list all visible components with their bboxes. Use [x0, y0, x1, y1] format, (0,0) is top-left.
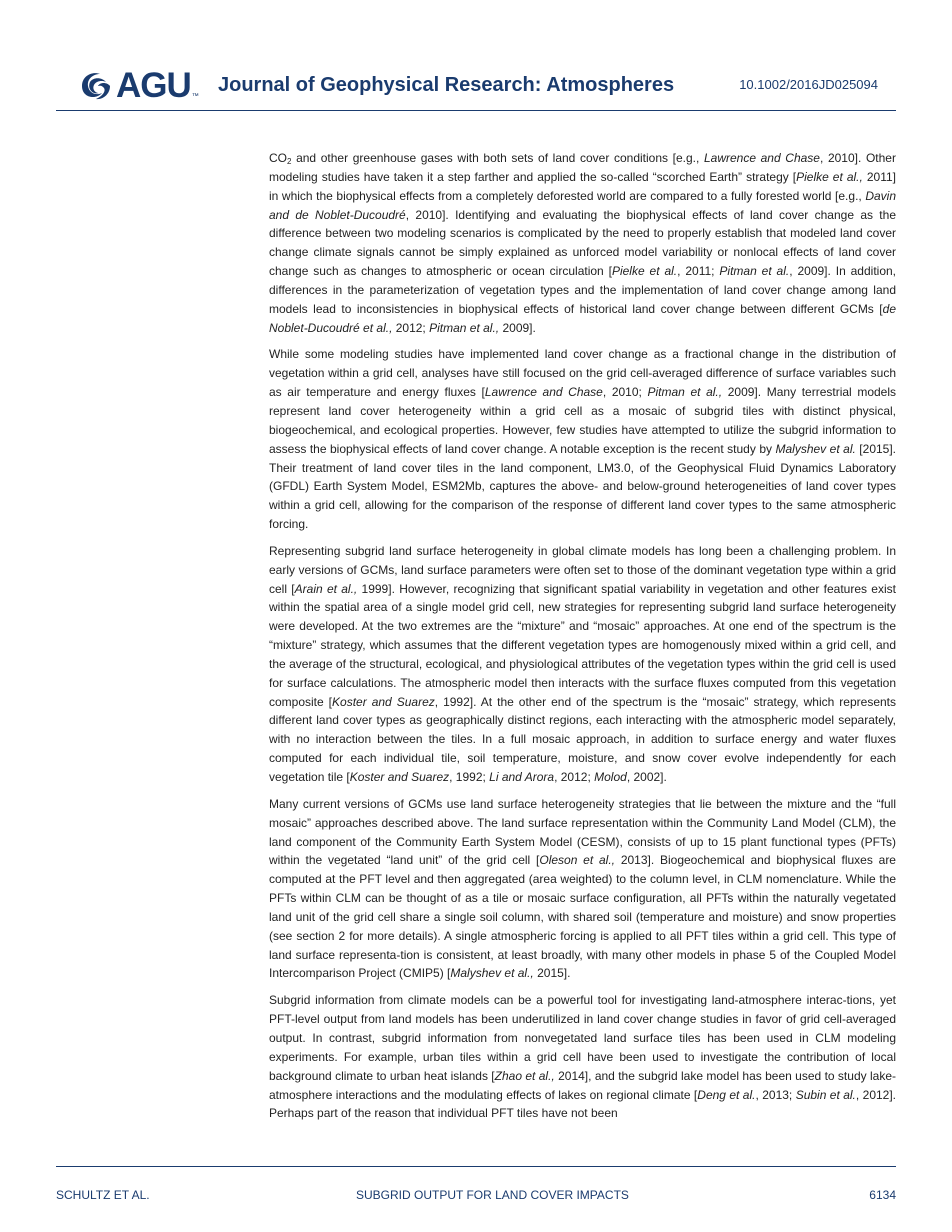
text-run: , 2010]. Other modeling studies have taken it a step farther and applied the so-called “scorched Earth” strategy [	[269, 151, 896, 184]
citation-author: Davin and de Noblet-Ducoudré	[269, 188, 896, 222]
text-run: , 2013;	[755, 1087, 796, 1102]
article-doi: 10.1002/2016JD025094	[739, 77, 878, 92]
citation-author: Li and Arora	[489, 770, 555, 784]
citation-author: Oleson et al.,	[539, 853, 616, 868]
citation-author: Koster and Suarez	[332, 694, 435, 709]
citation-author: Lawrence and Chase	[703, 151, 820, 165]
text-run: , 2011;	[677, 264, 720, 279]
text-run: 2014], and the subgrid lake model has been used to study lake-atmosphere interactions and the modulating effects of lakes on regional climate [	[269, 1068, 896, 1102]
citation-author: Arain et al.,	[294, 581, 358, 596]
text-run: 2011] in which the biophysical effects from a completely deforested world are compared to a fully forested world [e.g.,	[269, 169, 896, 203]
page-number: 6134	[869, 1188, 896, 1202]
article-body	[269, 149, 896, 1131]
subscript: 2	[287, 157, 292, 166]
text-run: 2009]. Many terrestrial models represent land cover heterogeneity within a grid cell as a mosaic of subgrid tiles with distinct physical, biogeochemical, and ecological properties. However, few studies have attempted to utilize the subgrid information to assess the biophysical effects of land cover change. A notable exception is the recent study by	[269, 385, 897, 456]
body-paragraph	[269, 795, 896, 983]
journal-title: Journal of Geophysical Research: Atmospheres	[218, 74, 675, 96]
citation-author: Zhao et al.,	[494, 1068, 555, 1083]
text-run: , 1992]. At the other end of the spectrum is the “mosaic” strategy, which represents different land cover types as geographically distinct regions, each interacting with the atmospheric model separately, with no interaction between the tiles. In a full mosaic approach, in addition to surface energy and water fluxes computed for each individual tile, soil temperature, moisture, and snow cover evolve independently for each vegetation tile [	[269, 694, 896, 784]
body-paragraph	[269, 149, 896, 337]
text-run: 1999]. However, recognizing that significant spatial variability in vegetation and other features exist within the spatial area of a single model grid cell, new strategies for representing subgrid land surface heterogeneity were developed. At the two extremes are the “mixture” and “mosaic” approaches. At one end of the spectrum is the “mixture” strategy, which assumes that the different vegetation types are homogenously mixed within a grid cell, and the average of the structural, ecological, and physiological attributes of the vegetation types within the grid cell is used for surface calculations. The atmospheric model then interacts with the surface fluxes computed from this vegetation composite [	[269, 581, 896, 709]
body-paragraph	[269, 345, 896, 533]
body-paragraph	[269, 991, 896, 1123]
text-run: Subgrid information from climate models can be a powerful tool for investigating land-atmosphere interac-tions, yet PFT-level output from land models has been underutilized in land cover change studies in favor of grid cell-averaged output. In contrast, subgrid information from nonvegetated land surface tiles has been used in CLM modeling experiments. For example, urban tiles within a grid cell have been used to investigate the contribution of local background climate to urban heat islands [	[269, 993, 896, 1083]
text-run: , 2002].	[626, 770, 667, 784]
text-run: Many current versions of GCMs use land surface heterogeneity strategies that lie between the mixture and the “full mosaic” approaches described above. The land surface representation within the Community Land Model (CLM), the land component of the Community Earth System Model (CESM), consists of up to 15 plant functional types (PFTs) within the vegetated “land unit” of the grid cell [	[269, 796, 896, 868]
citation-author: Molod	[594, 770, 627, 784]
text-run: , 2012;	[554, 770, 595, 784]
text-run: , 2010;	[602, 385, 648, 400]
text-run: 2015].	[533, 966, 571, 981]
citation-author: Deng et al.	[697, 1087, 756, 1102]
citation-author: Subin et al.	[795, 1087, 856, 1102]
citation-author: Pielke et al.,	[796, 169, 863, 184]
citation-author: Lawrence and Chase	[484, 385, 603, 400]
text-run: 2012;	[392, 320, 430, 335]
footer-divider	[56, 1166, 896, 1167]
citation-author: Pielke et al.	[611, 264, 678, 279]
header-divider	[56, 110, 896, 111]
text-run: , 1992;	[449, 770, 490, 784]
citation-author: Pitman et al.,	[647, 385, 723, 400]
text-run: , 2012]. Perhaps part of the reason that individual PFT tiles have not been	[269, 1087, 897, 1121]
text-run: , 2010]. Identifying and evaluating the biophysical effects of land cover change as the difference between two modeling scenarios is complicated by the need to properly establish that modeled land cover change climate signals cannot be simply explained as unforced model variability or nonlocal effects of land cover change such as changes to atmospheric or ocean circulation [	[269, 207, 896, 279]
trademark-mark: ™	[191, 93, 199, 100]
body-paragraph	[269, 542, 896, 787]
text-run: [2015]. Their treatment of land cover tiles in the land component, LM3.0, of the Geophysical Fluid Dynamics Laboratory (GFDL) Earth System Model, ESM2Mb, captures the above- and below-ground heterogeneities of land cover types within a grid cell, allowing for the comparison of the response of different land cover types to the same atmospheric forcing.	[269, 441, 897, 532]
text-run: CO	[269, 151, 287, 165]
logo-text: AGU	[116, 66, 191, 105]
page-header	[56, 62, 896, 110]
text-run: , 2009]. In addition, differences in the parameterization of vegetation types and the implementation of land cover change among land models lead to inconsistencies in biophysical effects of historical land cover change between different GCMs [	[269, 264, 897, 316]
citation-author: Koster and Suarez	[349, 770, 450, 784]
text-run: Representing subgrid land surface heterogeneity in global climate models has long been a challenging problem. In early versions of GCMs, land surface parameters were often set to those of the dominant vegetation type within a grid cell [	[269, 543, 896, 596]
citation-author: Malyshev et al.	[775, 441, 856, 456]
text-run: and other greenhouse gases with both sets of land cover conditions [e.g.,	[291, 151, 704, 165]
text-run: While some modeling studies have implemented land cover change as a fractional change in the distribution of vegetation within a grid cell, analyses have still focused on the grid cell-averaged difference of surface variables such as air temperature and energy fluxes [	[269, 347, 896, 400]
agu-logo	[76, 66, 199, 106]
citation-author: Pitman et al.,	[429, 320, 500, 335]
text-run: 2013]. Biogeochemical and biophysical fluxes are computed at the PFT level and then aggregated (area weighted) to the column level, in CLM nomenclature. While the PFTs within CLM can be thought of as a tile or mosaic surface configuration, all PFTs within the naturally vegetated land unit of the grid cell share a single soil column, with shared soil (temperature and moisture) and snow properties (see section 2 for more details). A single atmospheric forcing is applied to all PFT tiles within a grid cell. This type of land surface representa-tion is consistent, at least broadly, with many other models in phase 5 of the Coupled Model Intercomparison Project (CMIP5) [	[269, 853, 896, 981]
citation-author: Pitman et al.	[719, 264, 790, 279]
agu-swirl-icon	[76, 68, 114, 104]
citation-author: Malyshev et al.,	[450, 966, 534, 981]
footer-authors: SCHULTZ ET AL.	[56, 1188, 150, 1202]
text-run: 2009].	[499, 320, 536, 335]
footer-running-title: SUBGRID OUTPUT FOR LAND COVER IMPACTS	[356, 1188, 629, 1202]
citation-author: de Noblet-Ducoudré et al.,	[269, 301, 896, 335]
